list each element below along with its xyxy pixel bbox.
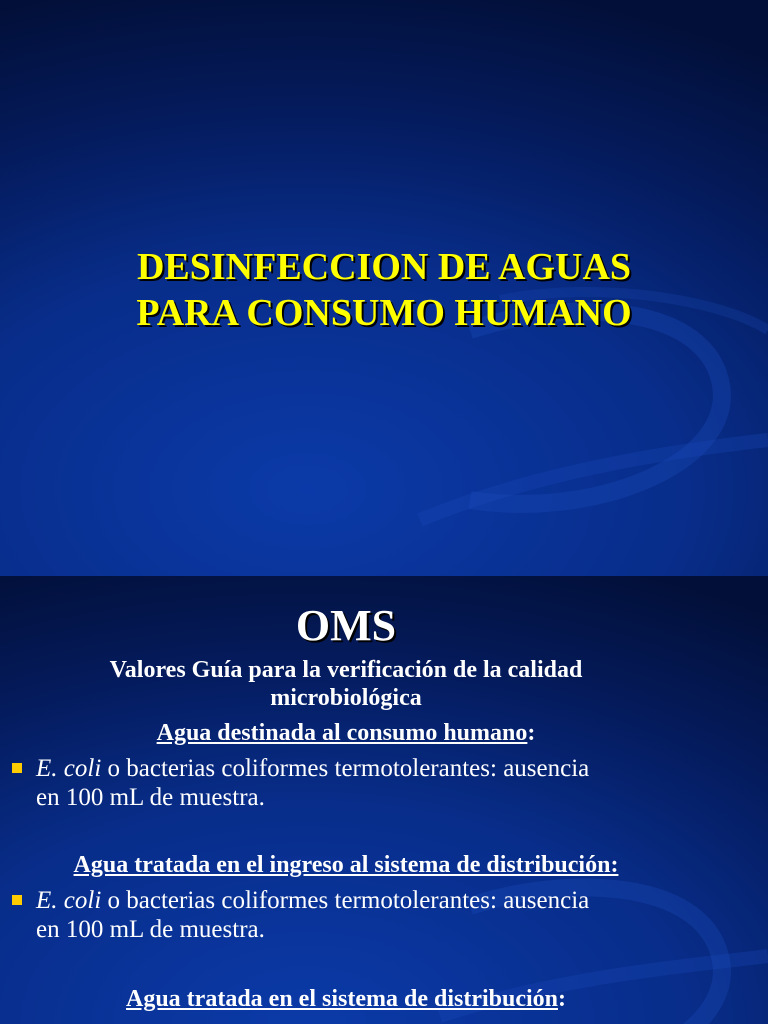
bullet-text	[36, 754, 716, 812]
bullet-line-2: en 100 mL de muestra.	[36, 784, 265, 811]
heading-1-text: Agua destinada al consumo humano	[156, 720, 528, 746]
heading-1-suffix: :	[527, 720, 536, 746]
subtitle	[30, 656, 662, 712]
heading-3-text: Agua tratada en el sistema de distribución	[126, 986, 558, 1012]
subtitle-line-2: microbiológica	[270, 685, 422, 711]
title-line-2: PARA CONSUMO HUMANO	[136, 292, 632, 334]
square-bullet-icon	[12, 763, 22, 773]
heading-3-suffix: :	[558, 986, 566, 1012]
heading-2-text: Agua tratada en el ingreso al sistema de distribución:	[73, 852, 619, 878]
oms-heading: OMS	[295, 601, 397, 650]
bullet-line-1: o bacterias coliformes termotolerantes: ausencia	[101, 755, 590, 782]
slide-2	[0, 576, 768, 1024]
section-heading-consumo	[0, 718, 692, 748]
bullet-italic: E. coli	[36, 887, 102, 914]
subtitle-line-1: Valores Guía para la verificación de la calidad	[109, 657, 583, 683]
bullet-line-1: o bacterias coliformes termotolerantes: ausencia	[101, 887, 590, 914]
bullet-line-2: en 100 mL de muestra.	[36, 916, 265, 943]
section-heading-distribucion	[0, 984, 692, 1014]
slide-title	[0, 244, 768, 336]
bullet-italic: E. coli	[36, 755, 102, 782]
section-heading-ingreso	[0, 850, 692, 880]
title-line-1: DESINFECCION DE AGUAS	[136, 246, 632, 288]
square-bullet-icon	[12, 895, 22, 905]
bullet-text	[36, 886, 716, 944]
